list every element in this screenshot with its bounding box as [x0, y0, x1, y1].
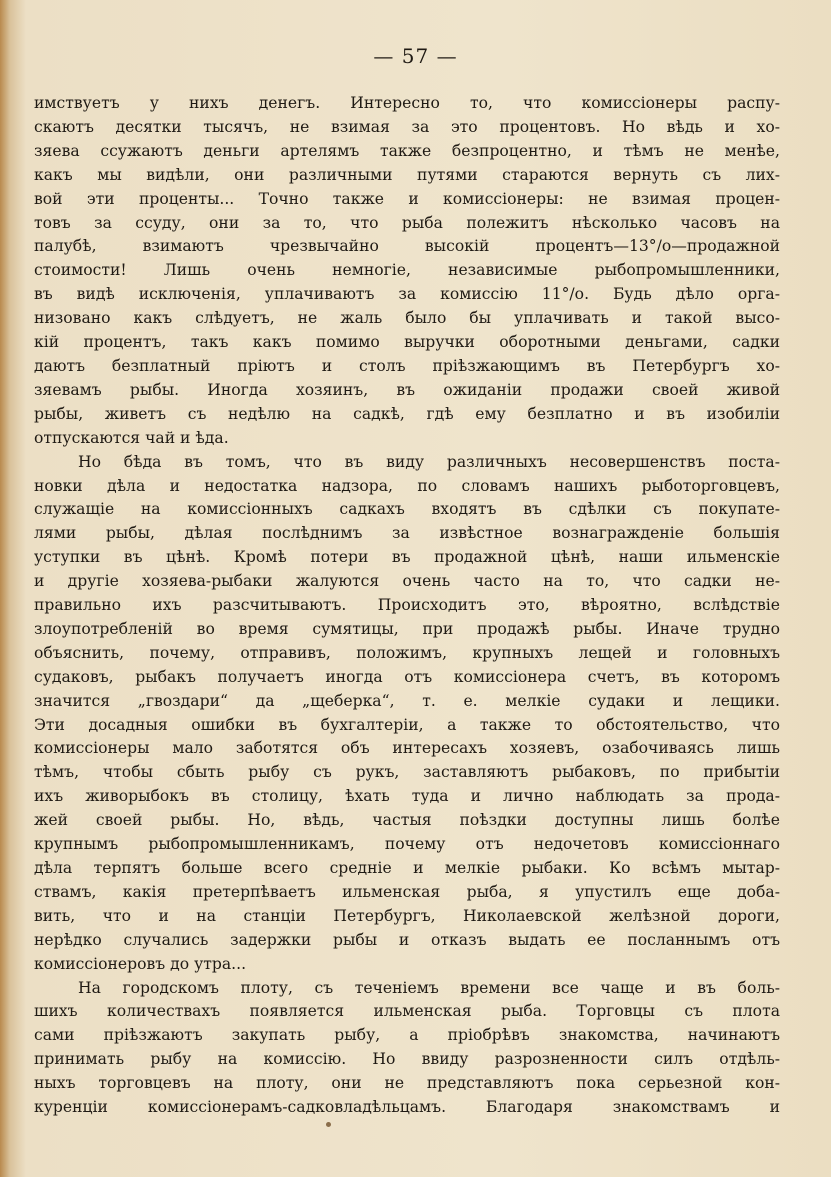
- text-line: имствуетъ у нихъ денегъ. Интересно то, что комиссіонеры распу-: [34, 94, 780, 112]
- text-line: судаковъ, рыбакъ получаетъ иногда отъ комиссіонера счетъ, въ которомъ: [34, 667, 780, 686]
- text-line: какъ мы видѣли, они различными путями стараются вернуть съ лих-: [34, 165, 780, 184]
- text-line: палубѣ, взимаютъ чрезвычайно высокій процентъ—13°/о—продажной: [34, 237, 780, 256]
- text-line: новки дѣла и недостатка надзора, по словамъ нашихъ рыботорговцевъ,: [34, 476, 780, 495]
- text-line: тѣмъ, чтобы сбыть рыбу съ рукъ, заставляютъ рыбаковъ, по прибытіи: [34, 763, 780, 782]
- text-line: На городскомъ плоту, съ теченіемъ времени все чаще и въ боль-: [78, 978, 780, 997]
- text-line: даютъ безплатный пріютъ и столъ пріѣзжающимъ въ Петербургъ хо-: [34, 356, 780, 375]
- text-line: стоимости! Лишь очень немногіе, независимые рыбопромышленники,: [34, 261, 780, 280]
- text-line: нерѣдко случались задержки рыбы и отказъ выдать ее посланнымъ отъ: [34, 930, 780, 949]
- text-line: шихъ количествахъ появляется ильменская рыба. Торговцы съ плота: [34, 1002, 780, 1021]
- text-line: куренціи комиссіонерамъ-садковладѣльцамъ. Благодаря знакомствамъ и: [34, 1098, 780, 1117]
- paragraph: [34, 92, 780, 451]
- text-line: рыбы, живетъ съ недѣлю на садкѣ, гдѣ ему безплатно и въ изобиліи: [34, 404, 780, 423]
- text-line: принимать рыбу на комиссію. Но ввиду разрозненности силъ отдѣль-: [34, 1050, 780, 1069]
- text-line: ствамъ, какія претерпѣваетъ ильменская рыба, я упустилъ еще доба-: [34, 882, 780, 901]
- text-line: значится „гвоздари“ да „щеберка“, т. е. мелкіе судаки и лещики.: [34, 691, 780, 710]
- text-line: Эти досадныя ошибки въ бухгалтеріи, а также то обстоятельство, что: [34, 715, 780, 734]
- text-line: товъ за ссуду, они за то, что рыба полежитъ нѣсколько часовъ на: [34, 213, 780, 232]
- text-line: вить, что и на станціи Петербургъ, Николаевской желѣзной дороги,: [34, 906, 780, 925]
- text-line: лями рыбы, дѣлая послѣднимъ за извѣстное вознагражденіе большія: [34, 524, 780, 543]
- text-line: крупнымъ рыбопромышленникамъ, почему отъ недочетовъ комиссіоннаго: [34, 835, 780, 854]
- text-line: и другіе хозяева-рыбаки жалуются очень часто на то, что садки не-: [34, 572, 780, 591]
- text-line: вой эти проценты... Точно также и комиссіонеры: не взимая процен-: [34, 189, 780, 208]
- text-line: дѣла терпятъ больше всего средніе и мелкіе рыбаки. Ко всѣмъ мытар-: [34, 859, 780, 877]
- paragraph: [34, 451, 780, 977]
- text-line: зяевамъ рыбы. Иногда хозяинъ, въ ожиданіи продажи своей живой: [34, 380, 780, 399]
- paragraph: [34, 977, 780, 1120]
- text-line: служащіе на комиссіонныхъ садкахъ входятъ въ сдѣлки съ покупате-: [34, 500, 780, 519]
- text-line: правильно ихъ разсчитываютъ. Происходитъ это, вѣроятно, вслѣдствіе: [34, 596, 780, 615]
- text-line: въ видѣ исключенія, уплачиваютъ за комиссію 11°/о. Будь дѣло орга-: [34, 285, 780, 304]
- text-line: уступки въ цѣнѣ. Кромѣ потери въ продажной цѣнѣ, наши ильменскіе: [34, 548, 780, 567]
- text-line: злоупотребленій во время сумятицы, при продажѣ рыбы. Иначе трудно: [34, 619, 780, 638]
- text-line: зяева ссужаютъ деньги артелямъ также безпроцентно, и тѣмъ не менѣе,: [34, 141, 780, 160]
- text-line: отпускаются чай и ѣда.: [34, 428, 229, 447]
- text-line: Но бѣда въ томъ, что въ виду различныхъ несовершенствъ поста-: [78, 452, 780, 471]
- text-line: кій процентъ, такъ какъ помимо выручки оборотными деньгами, садки: [34, 333, 780, 352]
- text-line: ихъ живорыбокъ въ столицу, ѣхать туда и лично наблюдать за прода-: [34, 787, 780, 806]
- text-line: комиссіонеры мало заботятся объ интересахъ хозяевъ, озабочиваясь лишь: [34, 739, 780, 758]
- text-line: сами пріѣзжаютъ закупать рыбу, а пріобрѣвъ знакомства, начинаютъ: [34, 1026, 780, 1045]
- page-number: — 57 —: [373, 44, 458, 68]
- text-line: объяснить, почему, отправивъ, положимъ, крупныхъ лещей и головныхъ: [34, 643, 780, 662]
- body-text: [34, 92, 780, 1120]
- text-line: ныхъ торговцевъ на плоту, они не представляютъ пока серьезной кон-: [34, 1074, 780, 1093]
- text-line: низовано какъ слѣдуетъ, не жаль было бы уплачивать и такой высо-: [34, 309, 780, 328]
- ink-speck: [326, 1122, 331, 1127]
- text-line: жей своей рыбы. Но, вѣдь, частыя поѣздки доступны лишь болѣе: [34, 811, 780, 830]
- text-line: скаютъ десятки тысячъ, не взимая за это процентовъ. Но вѣдь и хо-: [34, 117, 780, 136]
- text-line: комиссіонеровъ до утра...: [34, 954, 247, 973]
